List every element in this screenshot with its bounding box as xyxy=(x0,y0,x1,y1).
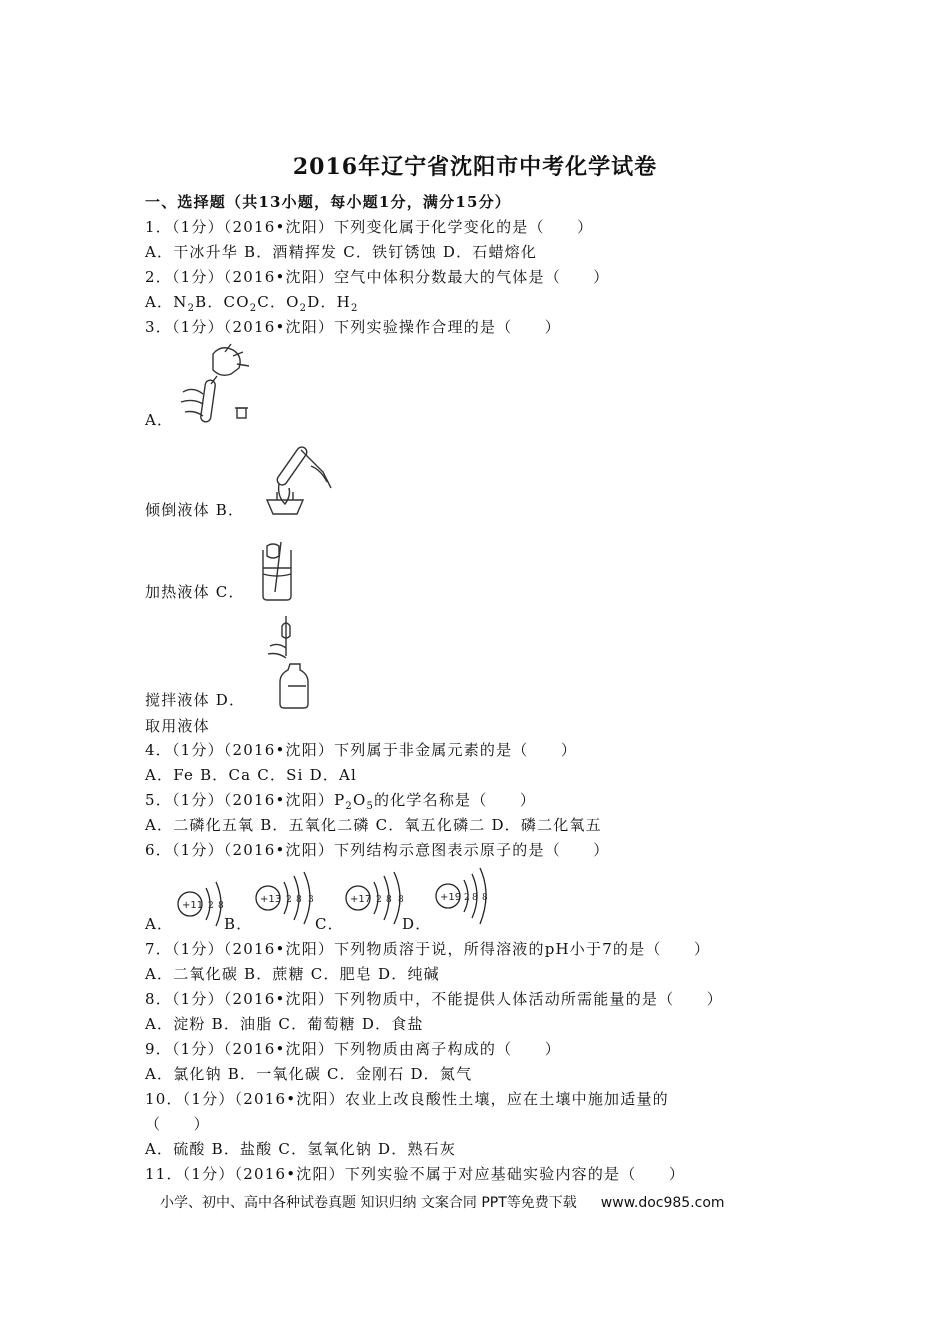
atom-d-shell-2: 8 xyxy=(472,893,478,903)
atom-diagram-b xyxy=(256,872,314,924)
question-7-stem: 7．（1分）（2016•沈阳）下列物质溶于说，所得溶液的pH小于7的是（ ） xyxy=(145,940,711,958)
atom-diagram-d xyxy=(436,868,488,924)
atom-diagram-a xyxy=(178,882,224,926)
section-heading: 一、选择题（共13小题，每小题1分，满分15分） xyxy=(145,193,511,211)
question-3-label-c: 加热液体 C． xyxy=(145,583,245,601)
atom-diagram-c xyxy=(346,872,404,924)
atom-c-shell-2: 8 xyxy=(386,895,392,905)
question-2-options: A．$N_2B$．$CO_2C$．$O_2D$．$H_2$ xyxy=(145,293,359,314)
question-3-label-d: 搅拌液体 D． xyxy=(145,691,246,709)
question-6-stem: 6．（1分）（2016•沈阳）下列结构示意图表示原子的是（ ） xyxy=(145,841,610,859)
question-6-label-c: C． xyxy=(315,915,344,933)
atom-a-nucleus: +11 xyxy=(182,900,204,911)
footer-text: 小学、初中、高中各种试卷真题 知识归纳 文案合同 PPT等免费下载 xyxy=(160,1195,577,1211)
atom-b-shell-3: 3 xyxy=(308,895,314,905)
atom-c-nucleus: +17 xyxy=(350,894,372,905)
question-3-label-a: A． xyxy=(145,411,174,429)
atom-b-nucleus: +13 xyxy=(260,894,282,905)
question-10-stem: 10．（1分）（2016•沈阳）农业上改良酸性土壤，应在土壤中施加适量的 xyxy=(145,1090,669,1108)
question-8-stem: 8．（1分）（2016•沈阳）下列物质中，不能提供人体活动所需能量的是（ ） xyxy=(145,990,723,1008)
atom-d-shell-3: 8 xyxy=(482,893,488,903)
atom-a-shell-1: 2 xyxy=(208,901,214,911)
question-6-label-a: A． xyxy=(145,915,174,933)
question-6-label-d: D． xyxy=(402,915,432,933)
atom-b-shell-2: 8 xyxy=(296,895,302,905)
atom-c-shell-3: 8 xyxy=(398,895,404,905)
question-1-options: A．干冰升华 B．酒精挥发 C．铁钉锈蚀 D．石蜡熔化 xyxy=(145,243,538,261)
question-7-options: A．二氧化碳 B．蔗糖 C．肥皂 D．纯碱 xyxy=(145,965,440,983)
question-2-stem: 2．（1分）（2016•沈阳）空气中体积分数最大的气体是（ ） xyxy=(145,268,610,286)
page-title: 2016年辽宁省沈阳市中考化学试卷 xyxy=(292,154,658,180)
atom-a-shell-2: 8 xyxy=(218,901,224,911)
dropper-figure xyxy=(262,612,322,710)
atom-b-shell-1: 2 xyxy=(286,895,292,905)
atom-d-shell-1: 2 xyxy=(464,893,470,903)
stir-liquid-figure xyxy=(255,540,300,602)
question-4-options: A．Fe B．Ca C．Si D．Al xyxy=(145,766,358,784)
question-5-options: A．二磷化五氧 B．五氧化二磷 C．氧五化磷二 D．磷二化氧五 xyxy=(145,816,602,834)
question-3-label-b: 倾倒液体 B． xyxy=(145,501,245,519)
question-9-stem: 9．（1分）（2016•沈阳）下列物质由离子构成的（ ） xyxy=(145,1040,561,1058)
atom-c-shell-1: 2 xyxy=(376,895,382,905)
footer-url-link[interactable]: www.doc985.com xyxy=(600,1195,725,1211)
question-10-stem-continued: （ ） xyxy=(145,1115,210,1133)
question-6-label-b: B． xyxy=(224,915,253,933)
atom-d-nucleus: +19 xyxy=(440,892,462,903)
heat-liquid-figure xyxy=(255,440,340,520)
question-11-stem: 11．（1分）（2016•沈阳）下列实验不属于对应基础实验内容的是（ ） xyxy=(145,1165,686,1183)
question-9-options: A．氯化钠 B．一氧化碳 C．金刚石 D．氮气 xyxy=(145,1065,473,1083)
question-1-stem: 1．（1分）（2016•沈阳）下列变化属于化学变化的是（ ） xyxy=(145,218,594,236)
question-3-label-end: 取用液体 xyxy=(145,717,210,735)
question-5-stem: 5．（1分）（2016•沈阳）$P_2O_5$的化学名称是（ ） xyxy=(145,791,537,812)
question-4-stem: 4．（1分）（2016•沈阳）下列属于非金属元素的是（ ） xyxy=(145,741,578,759)
footer xyxy=(160,1192,725,1212)
question-3-stem: 3．（1分）（2016•沈阳）下列实验操作合理的是（ ） xyxy=(145,318,561,336)
pour-liquid-figure xyxy=(175,342,260,427)
question-10-options: A．硫酸 B．盐酸 C．氢氧化钠 D．熟石灰 xyxy=(145,1140,457,1158)
question-8-options: A．淀粉 B．油脂 C．葡萄糖 D．食盐 xyxy=(145,1015,424,1033)
